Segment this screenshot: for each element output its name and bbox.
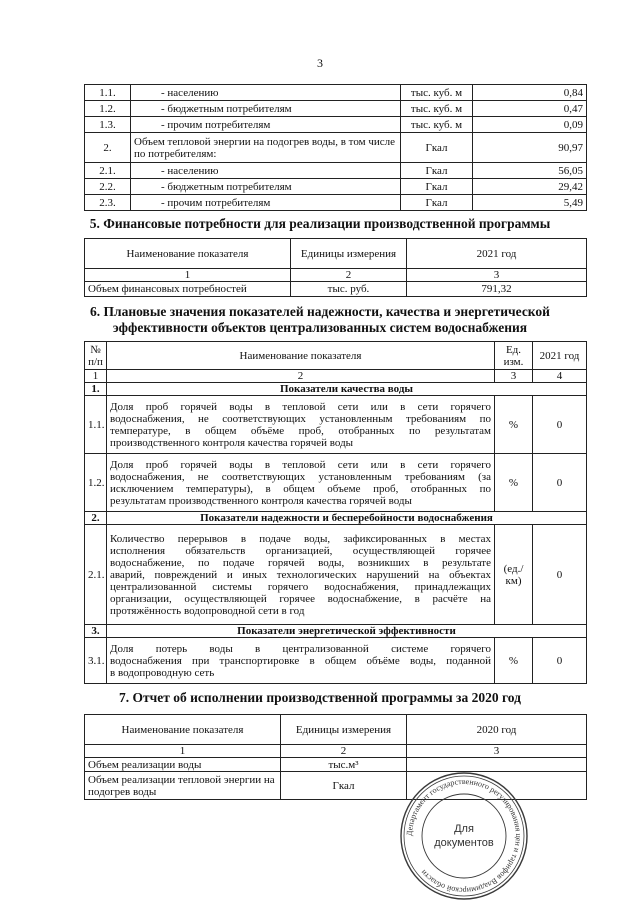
row-number: 2.1. [85, 525, 107, 625]
row-number: 2.3. [85, 195, 131, 211]
group-row [85, 512, 587, 525]
table-row [85, 133, 587, 163]
row-text-line: водоснабжения, не соответствующих установленным требованиям (за [110, 470, 491, 483]
index-cell: 2 [107, 370, 495, 383]
row-unit: Гкал [401, 163, 473, 179]
row-value: 29,42 [473, 179, 587, 195]
group-number: 2. [85, 512, 107, 525]
row-text-line: централизованной системы горячего водоснабжения, принадлежащих [110, 580, 491, 593]
index-cell: 2 [291, 269, 407, 282]
header-unit: Ед. изм. [495, 342, 533, 370]
row-unit: Гкал [281, 772, 407, 800]
section-6-title-line2: эффективности объектов централизованных систем водоснабжения [112, 320, 528, 335]
index-cell: 1 [85, 745, 281, 758]
row-text-line: водоснабжения, не соответствующих установленным требованиям по [110, 412, 491, 425]
table-header-row [85, 342, 587, 370]
row-number: 1.2. [85, 101, 131, 117]
row-text-line: водоснабжения при транспортировке в общем объёме воды, поданной [110, 654, 491, 667]
consumption-table [84, 84, 587, 211]
row-text-line: исключением температуры), в общем объеме проб, отобранных по [110, 482, 491, 495]
row-text-line: производственного контроля качества горячей воды [110, 436, 354, 449]
row-number: 1.1. [85, 85, 131, 101]
row-unit: тыс.м³ [281, 758, 407, 772]
row-name: Объем реализации тепловой энергии на подогрев воды [85, 772, 281, 800]
section-5-title: 5. Финансовые потребности для реализации производственной программы [89, 216, 551, 231]
group-number: 1. [85, 383, 107, 396]
index-cell: 2 [281, 745, 407, 758]
row-text-line: в водопроводную сеть [110, 666, 215, 679]
row-value: 5,49 [473, 195, 587, 211]
row-name: Объем тепловой энергии на подогрев воды, в том числе по потребителям: [131, 133, 401, 163]
row-name: - прочим потребителям [131, 117, 401, 133]
row-name: - населению [131, 163, 401, 179]
indicators-table [84, 341, 587, 684]
stamp-center-line1: Для [454, 823, 474, 835]
row-value: 0 [533, 638, 587, 684]
row-value: 0 [533, 454, 587, 512]
group-title: Показатели качества воды [107, 383, 587, 396]
row-text-line: Доля проб горячей воды в тепловой сети или в сети горячего [110, 458, 491, 471]
row-text-line: организации, осуществляющей горячее водоснабжение, в расчёте на [110, 592, 491, 605]
table-index-row [85, 745, 587, 758]
row-value: 0 [533, 396, 587, 454]
row-value: 791,32 [407, 282, 587, 297]
page-number: 3 [317, 56, 323, 70]
row-text-line: температуре, в общем объёме проб, отобранных по результатам [110, 424, 491, 437]
row-value: 56,05 [473, 163, 587, 179]
group-row [85, 625, 587, 638]
index-cell: 4 [533, 370, 587, 383]
section-7-title: 7. Отчет об исполнении производственной программы за 2020 год [119, 690, 521, 705]
table-header-row [85, 239, 587, 269]
table-row [85, 454, 587, 512]
row-text-line: Доля потерь воды в централизованной системе горячего [110, 642, 491, 655]
row-name: Объем финансовых потребностей [85, 282, 291, 297]
row-name: - населению [131, 85, 401, 101]
row-text-line: Количество перерывов в подаче воды, зафиксированных в местах [110, 532, 491, 545]
group-title: Показатели энергетической эффективности [107, 625, 587, 638]
row-text-line: исполнения обязательств организацией, осуществляющей горячее [110, 544, 491, 557]
row-text-line: водоснабжение, по подаче горячей воды, возникших в результате [110, 556, 491, 569]
row-name: - бюджетным потребителям [131, 101, 401, 117]
row-value: 0,09 [473, 117, 587, 133]
header-name: Наименование показателя [85, 715, 281, 745]
financial-table [84, 238, 587, 297]
row-unit: Гкал [401, 133, 473, 163]
header-unit: Единицы измерения [291, 239, 407, 269]
table-row [85, 179, 587, 195]
table-row [85, 101, 587, 117]
row-name [107, 396, 495, 454]
row-value: 0,47 [473, 101, 587, 117]
table-row [85, 638, 587, 684]
section-6-title-line1: 6. Плановые значения показателей надежности, качества и энергетической [90, 304, 550, 319]
stamp-center-line2: документов [434, 837, 494, 849]
row-value: 90,97 [473, 133, 587, 163]
table-row [85, 396, 587, 454]
index-cell: 3 [495, 370, 533, 383]
group-number: 3. [85, 625, 107, 638]
row-number: 2.1. [85, 163, 131, 179]
row-unit: % [495, 396, 533, 454]
row-unit: % [495, 454, 533, 512]
row-unit: Гкал [401, 195, 473, 211]
index-cell: 3 [407, 269, 587, 282]
header-name: Наименование показателя [85, 239, 291, 269]
row-number: 1.2. [85, 454, 107, 512]
row-text-line: аварий, повреждений и иных технологических нарушений на объектах [110, 568, 491, 581]
header-year: 2021 год [533, 342, 587, 370]
row-text-line: результатам производственного контроля качества горячей воды [110, 494, 412, 507]
table-header-row [85, 715, 587, 745]
index-cell: 3 [407, 745, 587, 758]
row-text-line: Доля проб горячей воды в тепловой сети или в сети горячего [110, 400, 491, 413]
row-name: - бюджетным потребителям [131, 179, 401, 195]
group-title: Показатели надежности и бесперебойности водоснабжения [107, 512, 587, 525]
table-row [85, 85, 587, 101]
group-row [85, 383, 587, 396]
row-value: 0 [533, 525, 587, 625]
table-index-row [85, 370, 587, 383]
table-row [85, 117, 587, 133]
index-cell: 1 [85, 269, 291, 282]
row-value: 0,84 [473, 85, 587, 101]
header-name: Наименование показателя [107, 342, 495, 370]
row-text-line: протяжённость водопроводной сети в год [110, 604, 305, 617]
row-number: 1.3. [85, 117, 131, 133]
row-number: 3.1. [85, 638, 107, 684]
table-row [85, 525, 587, 625]
header-year: 2020 год [407, 715, 587, 745]
table-row [85, 195, 587, 211]
row-unit: Гкал [401, 179, 473, 195]
row-unit: тыс. куб. м [401, 85, 473, 101]
row-unit: тыс. руб. [291, 282, 407, 297]
row-unit: (ед./ км) [495, 525, 533, 625]
table-index-row [85, 269, 587, 282]
index-cell: 1 [85, 370, 107, 383]
row-name [107, 525, 495, 625]
official-stamp [398, 770, 530, 902]
table-row [85, 163, 587, 179]
row-name [107, 638, 495, 684]
table-row [85, 282, 587, 297]
row-name: - прочим потребителям [131, 195, 401, 211]
row-unit: тыс. куб. м [401, 101, 473, 117]
row-name: Объем реализации воды [85, 758, 281, 772]
header-year: 2021 год [407, 239, 587, 269]
row-name [107, 454, 495, 512]
stamp-ring-text: Департамент государственного регулирования цен и тарифов Владимирской области [404, 776, 524, 896]
row-number: 1.1. [85, 396, 107, 454]
header-unit: Единицы измерения [281, 715, 407, 745]
row-number: 2. [85, 133, 131, 163]
row-number: 2.2. [85, 179, 131, 195]
header-num: № п/п [85, 342, 107, 370]
row-unit: тыс. куб. м [401, 117, 473, 133]
row-unit: % [495, 638, 533, 684]
